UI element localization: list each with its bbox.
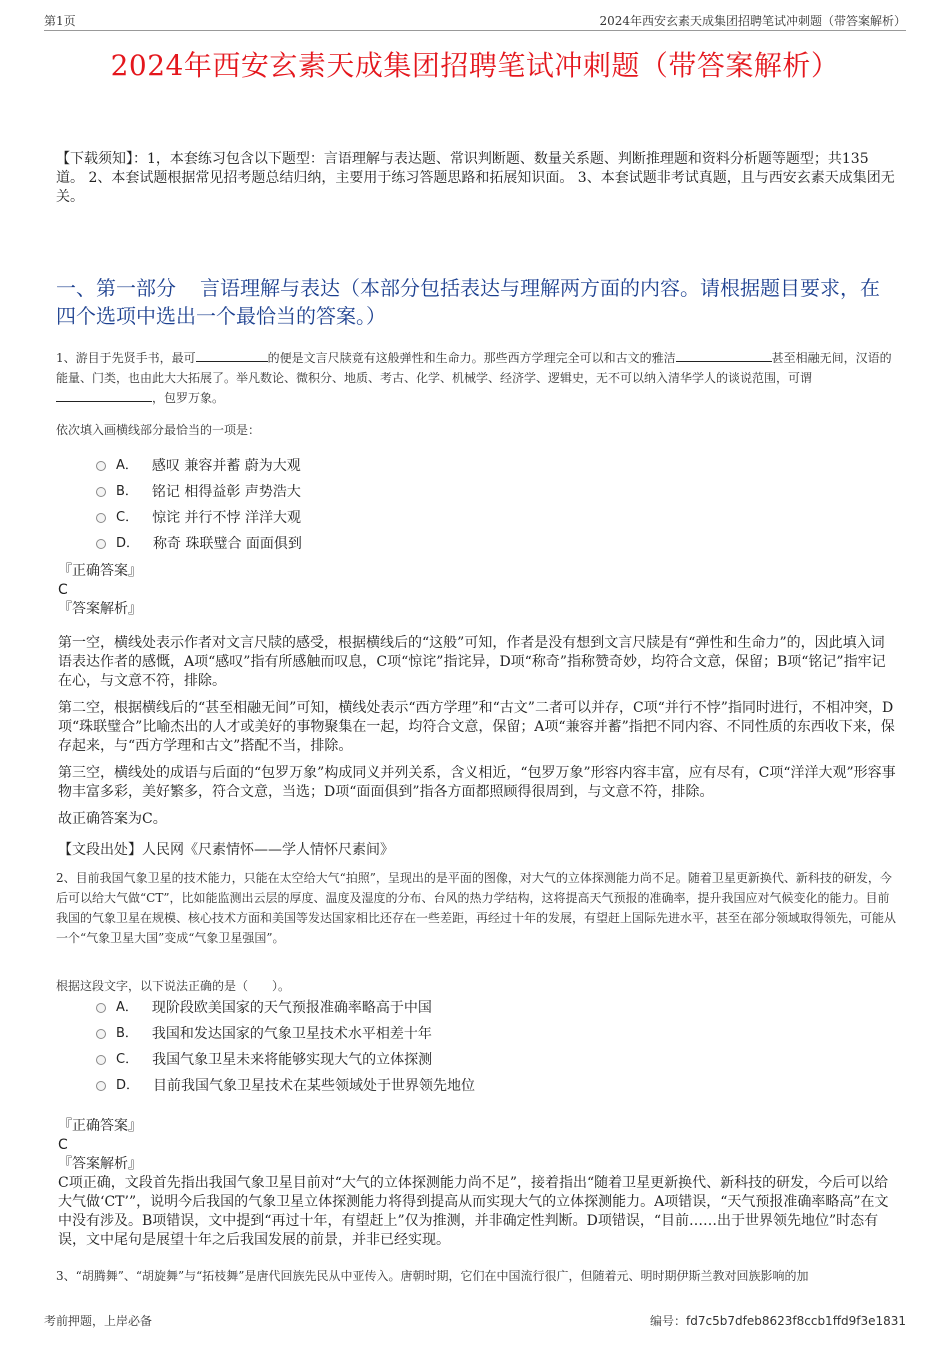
option-text: 铭记 相得益彰 声势浩大 <box>151 484 301 500</box>
answer-blank <box>196 348 268 362</box>
radio-button[interactable] <box>96 487 106 497</box>
radio-button[interactable] <box>96 1081 106 1091</box>
code-value: fd7c5b7dfeb8623f8ccb1ffd9f3e1831 <box>686 1314 906 1328</box>
download-notice: 【下载须知】：1，本套练习包含以下题型：言语理解与表达题、常识判断题、数量关系题、判断推理题和资料分析题等题型；共135道。 2、本套试题根据常见招考题总结归纳，主要用于练习答题思路和拓展知识面。 3、本套试题非考试真题，且与西安玄素天成集团无关。 <box>56 151 895 205</box>
option-letter: C． <box>116 510 139 525</box>
q1-prompt: 依次填入画横线部分最恰当的一项是： <box>56 423 261 437</box>
radio-button[interactable] <box>96 539 106 549</box>
correct-answer: C <box>58 1137 68 1153</box>
q1-stem-part: 的便是文言尺牍竟有这般弹性和生命力。那些西方学理完全可以和古文的雅洁 <box>267 351 676 365</box>
q1-option-b[interactable] <box>96 479 896 505</box>
q1-stem-part: 甚至相融无间，汉语的能量、门类，也由此大大拓展了。举凡数论、微积分、地质、考古、化学、机械学、经济学、逻辑史，无不可以纳入清华学人的谈说范围，可谓 <box>56 351 892 385</box>
q2-option-c[interactable] <box>96 1047 896 1073</box>
q1-analysis <box>58 634 898 860</box>
q1-answer-block <box>58 561 898 619</box>
question-3-stem: 3、“胡腾舞”、“胡旋舞”与“拓枝舞”是唐代回族先民从中亚传入。唐朝时期，它们在中国流行很广，但随着元、明时期伊斯兰教对回族影响的加 <box>56 1269 809 1283</box>
radio-button[interactable] <box>96 1029 106 1039</box>
section-heading <box>56 274 896 330</box>
code-label: 编号： <box>650 1314 687 1328</box>
question-2-stem: 2、目前我国气象卫星的技术能力，只能在太空给大气“拍照”，呈现出的是平面的图像，对大气的立体探测能力尚不足。随着卫星更新换代、新科技的研发，今后可以给大气做“CT”，比如能监测出云层的厚度、温度及湿度的分布、台风的热力学结构，这将提高天气预报的准确率，提升我国应对气候变化的能力。目前我国的气象卫星在规模、核心技术方面和美国等发达国家相比还存在一些差距，再经过十年的发展，有望赶上国际先进水平，甚至在部分领域取得领先，可能从一个“气象卫星大国”变成“气象卫星强国”。 <box>56 871 897 945</box>
radio-button[interactable] <box>96 461 106 471</box>
option-text: 目前我国气象卫星技术在某些领域处于世界领先地位 <box>153 1078 476 1094</box>
option-letter: A． <box>116 458 138 473</box>
answer-blank <box>56 388 152 402</box>
document-title: 2024年西安玄素天成集团招聘笔试冲刺题（带答案解析） <box>110 49 840 82</box>
analysis-paragraph: 第三空，横线处的成语与后面的“包罗万象”构成同义并列关系，含义相近，“包罗万象”形容内容丰富，应有尽有，C项“洋洋大观”形容事物丰富多彩，美好繁多，符合文意，当选；D项“面面俱到”指各方面都照顾得很周到，与文意不符，排除。 <box>58 765 896 800</box>
q1-stem-part: 1、游目于先贤手书，最可 <box>56 351 196 365</box>
q1-option-d[interactable] <box>96 531 896 557</box>
option-letter: B． <box>116 484 138 499</box>
option-text: 我国和发达国家的气象卫星技术水平相差十年 <box>151 1026 432 1042</box>
option-letter: B． <box>116 1026 138 1041</box>
q2-options <box>96 995 896 1099</box>
correct-answer: C <box>58 582 68 598</box>
section-text: 言语理解与表达（本部分包括表达与理解两方面的内容。请根据题目要求，在四个选项中选出一个最恰当的答案。） <box>56 276 880 328</box>
document-code <box>650 1312 906 1329</box>
q2-answer-block <box>58 1116 898 1250</box>
analysis-paragraph: C项正确，文段首先指出我国气象卫星目前对“大气的立体探测能力尚不足”，接着指出“随着卫星更新换代、新科技的研发，今后可以给大气做‘CT’”，说明今后我国的气象卫星立体探测能力将得到提高从而实现大气的立体探测能力。A项错误，“天气预报准确率略高”在文中没有涉及。B项错误，文中提到“再过十年，有望赶上”仅为推测，并非确定性判断。D项错误，“目前……出于世界领先地位”时态有误，文中尾句是展望十年之后我国发展的前景，并非已经实现。 <box>58 1175 889 1248</box>
answer-blank <box>676 348 772 362</box>
analysis-paragraph: 第一空，横线处表示作者对文言尺牍的感受，根据横线后的“这般”可知，作者是没有想到文言尺牍是有“弹性和生命力”的，因此填入词语表达作者的感慨，A项“感叹”指有所感触而叹息，C项“惊诧”指诧异，D项“称奇”指称赞奇妙，均符合文意，保留；B项“铭记”指牢记在心，与文意不符，排除。 <box>58 635 886 689</box>
source-citation: 【文段出处】人民网《尺素情怀——学人情怀尺素间》 <box>58 842 394 858</box>
answer-label: 『正确答案』 <box>58 1118 142 1134</box>
option-letter: D． <box>116 1078 140 1093</box>
q2-prompt: 根据这段文字，以下说法正确的是（ ）。 <box>56 979 291 993</box>
question-1-stem <box>56 348 896 408</box>
option-text: 惊诧 并行不悖 洋洋大观 <box>152 510 301 526</box>
q1-option-a[interactable] <box>96 453 896 479</box>
option-letter: A． <box>116 1000 138 1015</box>
option-text: 称奇 珠联璧合 面面俱到 <box>153 536 302 552</box>
footer-slogan: 考前押题，上岸必备 <box>44 1314 153 1328</box>
section-label: 一、第一部分 <box>56 276 176 300</box>
analysis-conclusion: 故正确答案为C。 <box>58 811 167 827</box>
analysis-paragraph: 第二空，根据横线后的“甚至相融无间”可知，横线处表示“西方学理”和“古文”二者可以并存，C项“并行不悖”指同时进行，不相冲突，D项“珠联璧合”比喻杰出的人才或美好的事物聚集在一起，均符合文意，保留；A项“兼容并蓄”指把不同内容、不同性质的东西收下来，保存起来，与“西方学理和古文”搭配不当，排除。 <box>58 700 895 754</box>
radio-button[interactable] <box>96 1003 106 1013</box>
option-text: 现阶段欧美国家的天气预报准确率略高于中国 <box>151 1000 432 1016</box>
q2-option-b[interactable] <box>96 1021 896 1047</box>
option-letter: C． <box>116 1052 139 1067</box>
q2-option-d[interactable] <box>96 1073 896 1099</box>
option-letter: D． <box>116 536 140 551</box>
q2-option-a[interactable] <box>96 995 896 1021</box>
page-number: 第1页 <box>44 14 76 28</box>
radio-button[interactable] <box>96 513 106 523</box>
q1-option-c[interactable] <box>96 505 896 531</box>
analysis-label: 『答案解析』 <box>58 1156 142 1172</box>
q1-options <box>96 453 896 557</box>
page-header <box>44 8 906 31</box>
option-text: 感叹 兼容并蓄 蔚为大观 <box>151 458 301 474</box>
analysis-label: 『答案解析』 <box>58 601 142 617</box>
header-doc-title: 2024年西安玄素天成集团招聘笔试冲刺题（带答案解析） <box>599 14 906 28</box>
option-text: 我国气象卫星未来将能够实现大气的立体探测 <box>152 1052 433 1068</box>
answer-label: 『正确答案』 <box>58 563 142 579</box>
q1-stem-part: ，包罗万象。 <box>152 391 225 405</box>
radio-button[interactable] <box>96 1055 106 1065</box>
